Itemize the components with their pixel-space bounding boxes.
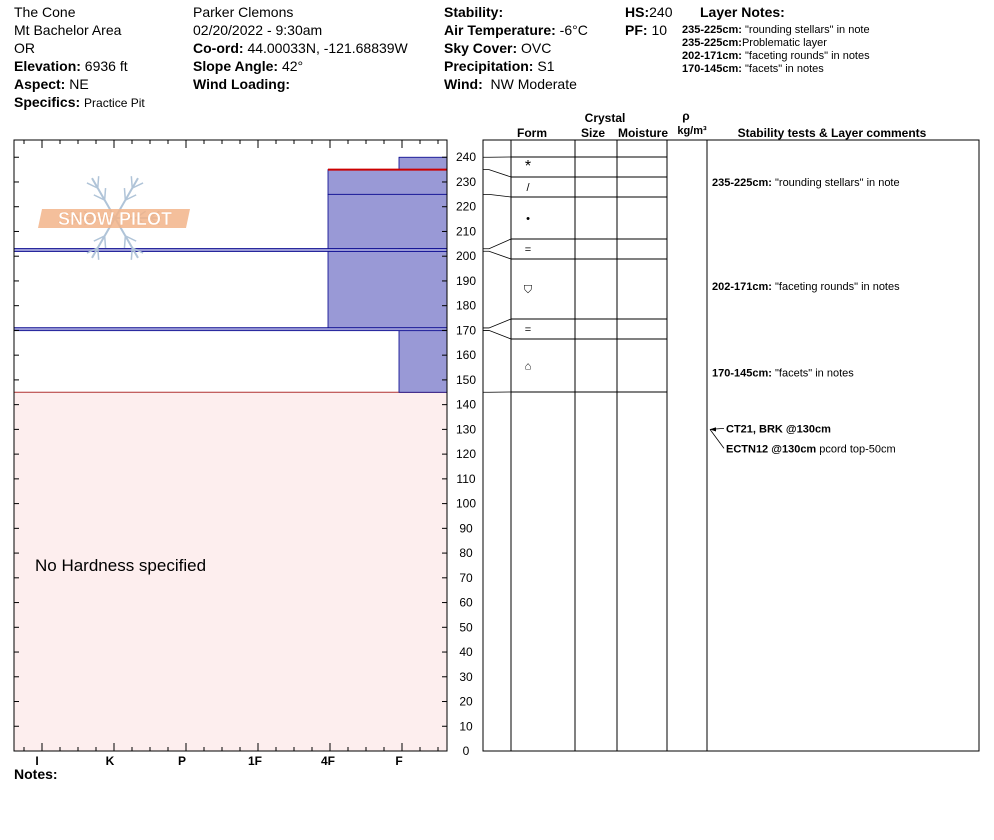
layer-comment xyxy=(712,367,854,379)
depth-tick-label: 240 xyxy=(455,150,477,165)
thin-layer xyxy=(14,249,447,252)
stability-test xyxy=(726,443,896,455)
depth-tick-label: 10 xyxy=(459,719,473,734)
depth-tick-label: 0 xyxy=(462,744,470,758)
no-hardness-text: No Hardness specified xyxy=(35,556,207,575)
crystal-form-symbol: = xyxy=(524,324,532,336)
thin-layer xyxy=(14,328,447,331)
region: Mt Bachelor Area xyxy=(14,22,122,38)
layer-note-range: 170-145cm: xyxy=(682,63,742,75)
crystal-header: Crystal xyxy=(584,111,626,125)
aspect-value: NE xyxy=(69,76,89,92)
hardness-tick-label: F xyxy=(395,754,403,768)
depth-axis xyxy=(456,150,476,758)
layer-comment xyxy=(712,177,900,189)
depth-tick-label: 190 xyxy=(455,273,477,288)
elevation-label: Elevation: xyxy=(14,58,81,74)
layer-note-text: "faceting rounds" in notes xyxy=(745,50,870,62)
stability-test-result: CT21, BRK @130cm xyxy=(726,423,831,436)
depth-tick-label: 220 xyxy=(455,199,477,214)
hs-label: HS: xyxy=(625,4,650,20)
depth-tick-label: 160 xyxy=(455,348,477,363)
layer-comment xyxy=(712,281,900,293)
aspect-label: Aspect: xyxy=(14,76,66,92)
hardness-layer xyxy=(328,194,447,248)
depth-tick-label: 20 xyxy=(459,694,473,709)
logo-text: SNOW PILOT xyxy=(58,209,172,229)
layer-comment-text: "rounding stellars" in note xyxy=(775,176,900,189)
moisture-header: Moisture xyxy=(617,126,669,140)
snowflake-branch xyxy=(131,248,132,260)
wind-value: NW Moderate xyxy=(490,76,577,92)
coord-value: 44.00033N, -121.68839W xyxy=(247,40,408,56)
location-name: The Cone xyxy=(14,4,76,20)
pf-value: 10 xyxy=(651,22,668,38)
depth-tick-label: 110 xyxy=(456,471,476,486)
depth-tick-label: 150 xyxy=(455,372,477,387)
stability-test-result: ECTN12 @130cm xyxy=(726,443,817,456)
hardness-tick-label: K xyxy=(105,754,115,768)
coord-label: Co-ord: xyxy=(193,40,244,56)
depth-tick-label: 180 xyxy=(455,298,477,313)
layer-note-text: "facets" in notes xyxy=(745,63,824,75)
depth-tick-label: 30 xyxy=(459,669,473,684)
layer-note-text: "rounding stellars" in note xyxy=(745,24,870,36)
layer-comment-text: "faceting rounds" in notes xyxy=(775,280,900,293)
stability-label: Stability: xyxy=(444,4,504,20)
snowflake-branch xyxy=(98,176,99,188)
wind-loading-label: Wind Loading: xyxy=(193,76,291,92)
crystal-form-symbol: = xyxy=(524,244,532,256)
state: OR xyxy=(14,40,35,56)
elevation-value: 6936 ft xyxy=(84,58,128,74)
snowflake-branch xyxy=(105,188,106,200)
specifics-value: Practice Pit xyxy=(84,96,145,110)
crystal-form-symbol: * xyxy=(524,158,532,175)
crystal-form-symbol: ⛉ xyxy=(523,284,533,296)
depth-tick-label: 230 xyxy=(455,174,477,189)
stability-test-extra: pcord top-50cm xyxy=(816,443,896,456)
depth-tick-label: 210 xyxy=(455,224,477,239)
hardness-tick-label: P xyxy=(177,754,187,768)
depth-tick-label: 60 xyxy=(459,595,473,610)
density-unit-header: kg/m³ xyxy=(677,125,707,137)
depth-tick-label: 170 xyxy=(455,323,477,338)
depth-tick-label: 120 xyxy=(455,447,477,462)
notes-label: Notes: xyxy=(14,766,58,782)
layer-note-range: 235-225cm: xyxy=(682,24,742,36)
form-header: Form xyxy=(517,126,547,140)
layer-note-range: 235-225cm: xyxy=(682,37,742,49)
layer-comment-range: 170-145cm: xyxy=(712,367,775,380)
crystal-form-symbol: • xyxy=(526,213,530,225)
sky-value: OVC xyxy=(521,40,552,56)
depth-tick-label: 70 xyxy=(459,570,473,585)
pf-label: PF: xyxy=(625,22,648,38)
layer-notes-title: Layer Notes: xyxy=(700,4,785,20)
precip-label: Precipitation: xyxy=(444,58,534,74)
slope-label: Slope Angle: xyxy=(193,58,279,74)
precip-value: S1 xyxy=(537,58,555,74)
hardness-layer xyxy=(399,330,447,392)
depth-tick-label: 100 xyxy=(455,496,477,511)
air-temp-value: -6°C xyxy=(559,22,588,38)
sky-label: Sky Cover: xyxy=(444,40,518,56)
layer-note-text: Problematic layer xyxy=(741,37,827,49)
hardness-layer xyxy=(328,170,447,195)
hardness-tick-label: 4F xyxy=(320,754,336,768)
hs-value: 240 xyxy=(649,4,673,20)
snowflake-branch xyxy=(124,236,125,248)
layer-note-range: 202-171cm: xyxy=(682,50,742,62)
snowflake-branch xyxy=(131,176,132,188)
slope-value: 42° xyxy=(281,58,304,74)
depth-tick-label: 140 xyxy=(455,397,477,412)
layer-comment-range: 202-171cm: xyxy=(712,280,775,293)
depth-tick-label: 90 xyxy=(459,521,473,536)
crystal-form-symbol: ⌂ xyxy=(524,360,532,373)
specifics-label: Specifics: xyxy=(14,94,81,110)
datetime: 02/20/2022 - 9:30am xyxy=(193,22,323,38)
size-header: Size xyxy=(580,126,606,140)
hardness-layer xyxy=(328,251,447,328)
hardness-panel xyxy=(14,140,447,768)
layer-comment-text: "facets" in notes xyxy=(775,367,854,380)
wind-label: Wind: xyxy=(444,76,483,92)
rho-header: ρ xyxy=(682,109,690,123)
depth-tick-label: 80 xyxy=(459,546,473,561)
hardness-tick-label: I xyxy=(35,754,39,768)
depth-tick-label: 40 xyxy=(459,645,473,660)
crystal-form-symbol: / xyxy=(526,182,530,194)
snowflake-branch xyxy=(124,188,125,200)
snowflake-branch xyxy=(98,248,99,260)
hardness-layer xyxy=(399,157,447,169)
depth-tick-label: 130 xyxy=(455,422,477,437)
air-temp-label: Air Temperature: xyxy=(444,22,556,38)
hardness-tick-label: 1F xyxy=(247,754,263,768)
observer: Parker Clemons xyxy=(193,4,294,20)
depth-tick-label: 50 xyxy=(459,620,473,635)
layer-comment-range: 235-225cm: xyxy=(712,176,775,189)
stability-test xyxy=(726,423,831,435)
depth-tick-label: 200 xyxy=(455,249,477,264)
snowflake-branch xyxy=(105,236,106,248)
stability-comments-header: Stability tests & Layer comments xyxy=(737,126,927,140)
